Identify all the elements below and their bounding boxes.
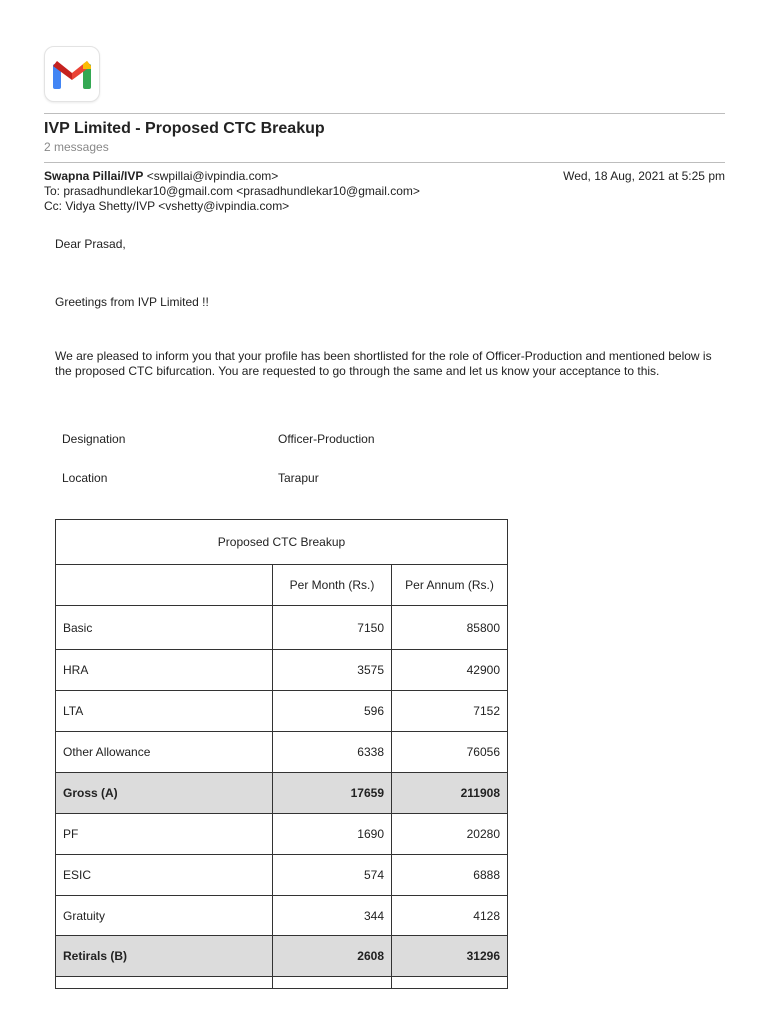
row-component: Gratuity — [56, 896, 273, 936]
row-component: Retirals (B) — [56, 936, 273, 977]
row-per-annum: 20280 — [392, 814, 508, 855]
row-per-annum: 6888 — [392, 855, 508, 896]
table-row — [56, 650, 508, 691]
designation-label: Designation — [62, 432, 126, 446]
table-row — [56, 855, 508, 896]
gmail-logo — [44, 46, 100, 102]
row-component: HRA — [56, 650, 273, 691]
ctc-table — [55, 519, 508, 989]
table-row — [56, 606, 508, 650]
cc-line: Cc: Vidya Shetty/IVP <vshetty@ivpindia.com> — [44, 199, 290, 213]
row-component: LTA — [56, 691, 273, 732]
row-component: Basic — [56, 606, 273, 650]
row-per-month: 344 — [273, 896, 392, 936]
continuation-cell — [392, 977, 508, 989]
retirals-total-row — [56, 936, 508, 977]
row-per-month: 17659 — [273, 773, 392, 814]
top-divider — [44, 113, 725, 114]
thread-subject: IVP Limited - Proposed CTC Breakup — [44, 120, 325, 137]
offer-paragraph: We are pleased to inform you that your profile has been shortlisted for the role of Officer-Production and mentioned below is the proposed CTC bifurcation. You are requested to go through the same and let us know your acceptance to this. — [55, 349, 712, 378]
table-continuation-row — [56, 977, 508, 989]
continuation-cell — [56, 977, 273, 989]
location-value: Tarapur — [278, 471, 319, 485]
table-caption: Proposed CTC Breakup — [56, 520, 508, 565]
sender-line — [44, 169, 278, 183]
header-per-month: Per Month (Rs.) — [273, 565, 392, 606]
header-divider — [44, 162, 725, 163]
table-row — [56, 691, 508, 732]
message-count: 2 messages — [44, 140, 109, 154]
sender-email[interactable]: <swpillai@ivpindia.com> — [146, 169, 279, 183]
designation-value: Officer-Production — [278, 432, 375, 446]
row-per-annum: 211908 — [392, 773, 508, 814]
greeting: Dear Prasad, — [55, 237, 126, 251]
row-per-annum: 76056 — [392, 732, 508, 773]
row-per-month: 6338 — [273, 732, 392, 773]
row-per-month: 574 — [273, 855, 392, 896]
to-line: To: prasadhundlekar10@gmail.com <prasadhundlekar10@gmail.com> — [44, 184, 420, 198]
row-component: Other Allowance — [56, 732, 273, 773]
table-caption-row — [56, 520, 508, 565]
table-header-row — [56, 565, 508, 606]
row-per-month: 7150 — [273, 606, 392, 650]
location-label: Location — [62, 471, 108, 485]
row-per-annum: 42900 — [392, 650, 508, 691]
gmail-m-icon — [53, 60, 91, 89]
header-component — [56, 565, 273, 606]
row-per-month: 3575 — [273, 650, 392, 691]
row-per-annum: 7152 — [392, 691, 508, 732]
sender-name[interactable]: Swapna Pillai/IVP — [44, 169, 144, 183]
gross-total-row — [56, 773, 508, 814]
row-per-annum: 85800 — [392, 606, 508, 650]
message-date: Wed, 18 Aug, 2021 at 5:25 pm — [563, 169, 725, 183]
table-row — [56, 814, 508, 855]
header-per-annum: Per Annum (Rs.) — [392, 565, 508, 606]
row-component: ESIC — [56, 855, 273, 896]
row-component: PF — [56, 814, 273, 855]
row-component: Gross (A) — [56, 773, 273, 814]
row-per-annum: 4128 — [392, 896, 508, 936]
row-per-month: 2608 — [273, 936, 392, 977]
table-row — [56, 896, 508, 936]
row-per-annum: 31296 — [392, 936, 508, 977]
row-per-month: 1690 — [273, 814, 392, 855]
continuation-cell — [273, 977, 392, 989]
row-per-month: 596 — [273, 691, 392, 732]
intro-line: Greetings from IVP Limited !! — [55, 295, 209, 309]
table-row — [56, 732, 508, 773]
